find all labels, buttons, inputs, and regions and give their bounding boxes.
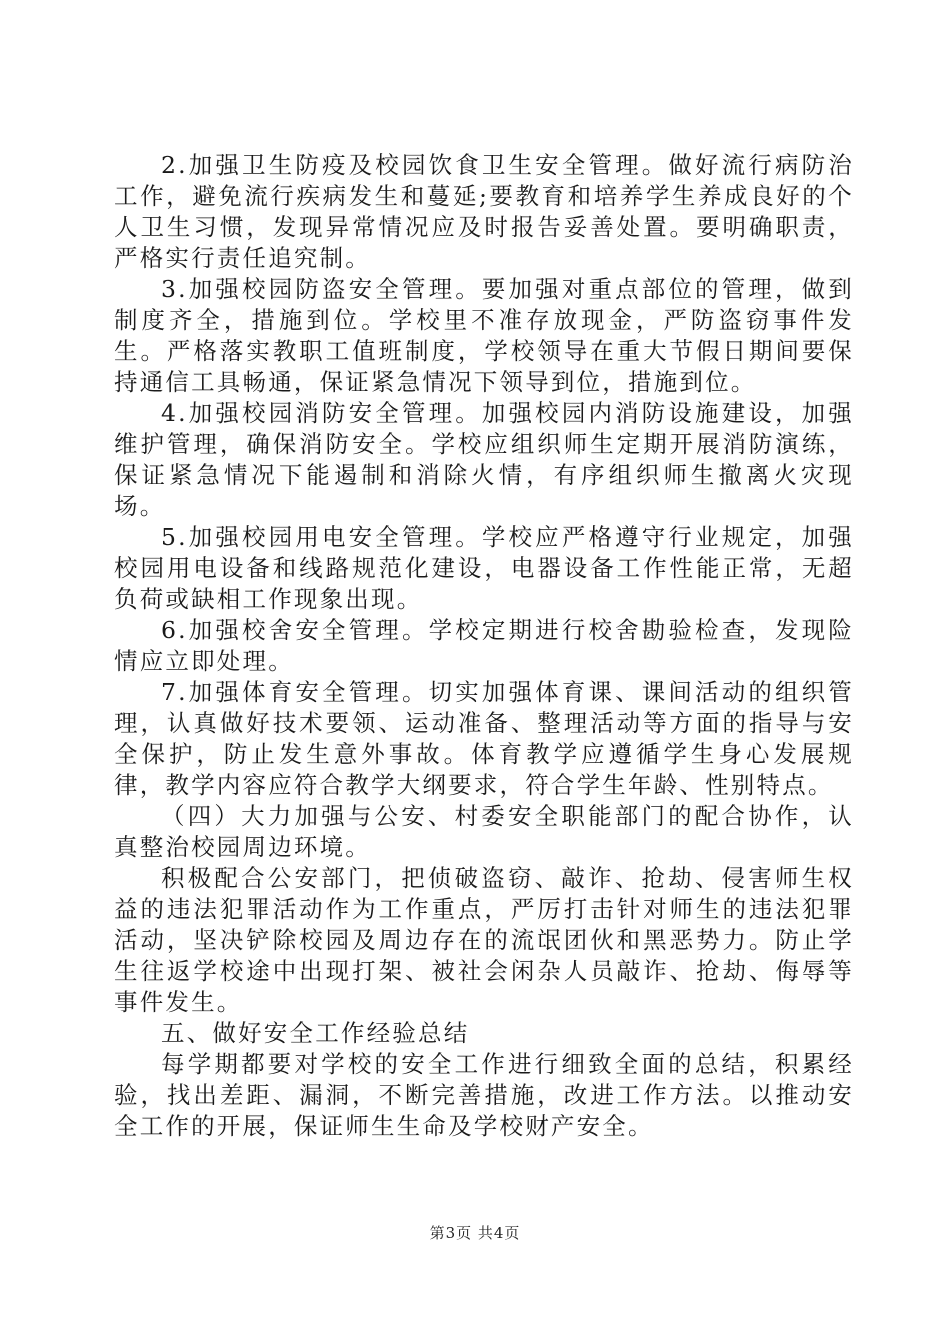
paragraph-summary: 每学期都要对学校的安全工作进行细致全面的总结，积累经验，找出差距、漏洞，不断完善措施，改进工作方法。以推动安全工作的开展，保证师生生命及学校财产安全。 <box>114 1050 854 1140</box>
paragraph-buildings: 6.加强校舍安全管理。学校定期进行校舍勘验检查，发现险情应立即处理。 <box>114 616 854 675</box>
paragraph-health: 2.加强卫生防疫及校园饮食卫生安全管理。做好流行病防治工作，避免流行疾病发生和蔓延;要教育和培养学生养成良好的个人卫生习惯，发现异常情况应及时报告妥善处置。要明确职责，严格实行责任追究制。 <box>114 151 854 272</box>
paragraph-sports: 7.加强体育安全管理。切实加强体育课、课间活动的组织管理，认真做好技术要领、运动准备、整理活动等方面的指导与安全保护，防止发生意外事故。体育教学应遵循学生身心发展规律，教学内容应符合教学大纲要求，符合学生年龄、性别特点。 <box>114 678 854 799</box>
section-heading-cooperation: （四）大力加强与公安、村委安全职能部门的配合协作，认真整治校园周边环境。 <box>114 802 854 861</box>
paragraph-electricity: 5.加强校园用电安全管理。学校应严格遵守行业规定，加强校园用电设备和线路规范化建设，电器设备工作性能正常，无超负荷或缺相工作现象出现。 <box>114 523 854 613</box>
section-heading-summary: 五、做好安全工作经验总结 <box>161 1019 470 1047</box>
paragraph-police-cooperation: 积极配合公安部门，把侦破盗窃、敲诈、抢劫、侵害师生权益的违法犯罪活动作为工作重点，严厉打击针对师生的违法犯罪活动，坚决铲除校园及周边存在的流氓团伙和黑恶势力。防止学生往返学校途中出现打架、被社会闲杂人员敲诈、抢劫、侮辱等事件发生。 <box>114 864 854 1016</box>
page-number: 第3页 共4页 <box>429 1224 521 1242</box>
paragraph-fire: 4.加强校园消防安全管理。加强校园内消防设施建设，加强维护管理，确保消防安全。学校应组织师生定期开展消防演练，保证紧急情况下能遏制和消除火情，有序组织师生撤离火灾现场。 <box>114 399 854 520</box>
paragraph-theft: 3.加强校园防盗安全管理。要加强对重点部位的管理，做到制度齐全，措施到位。学校里不准存放现金，严防盗窃事件发生。严格落实教职工值班制度，学校领导在重大节假日期间要保持通信工具畅通，保证紧急情况下领导到位，措施到位。 <box>114 275 854 396</box>
document-body <box>114 150 854 1142</box>
